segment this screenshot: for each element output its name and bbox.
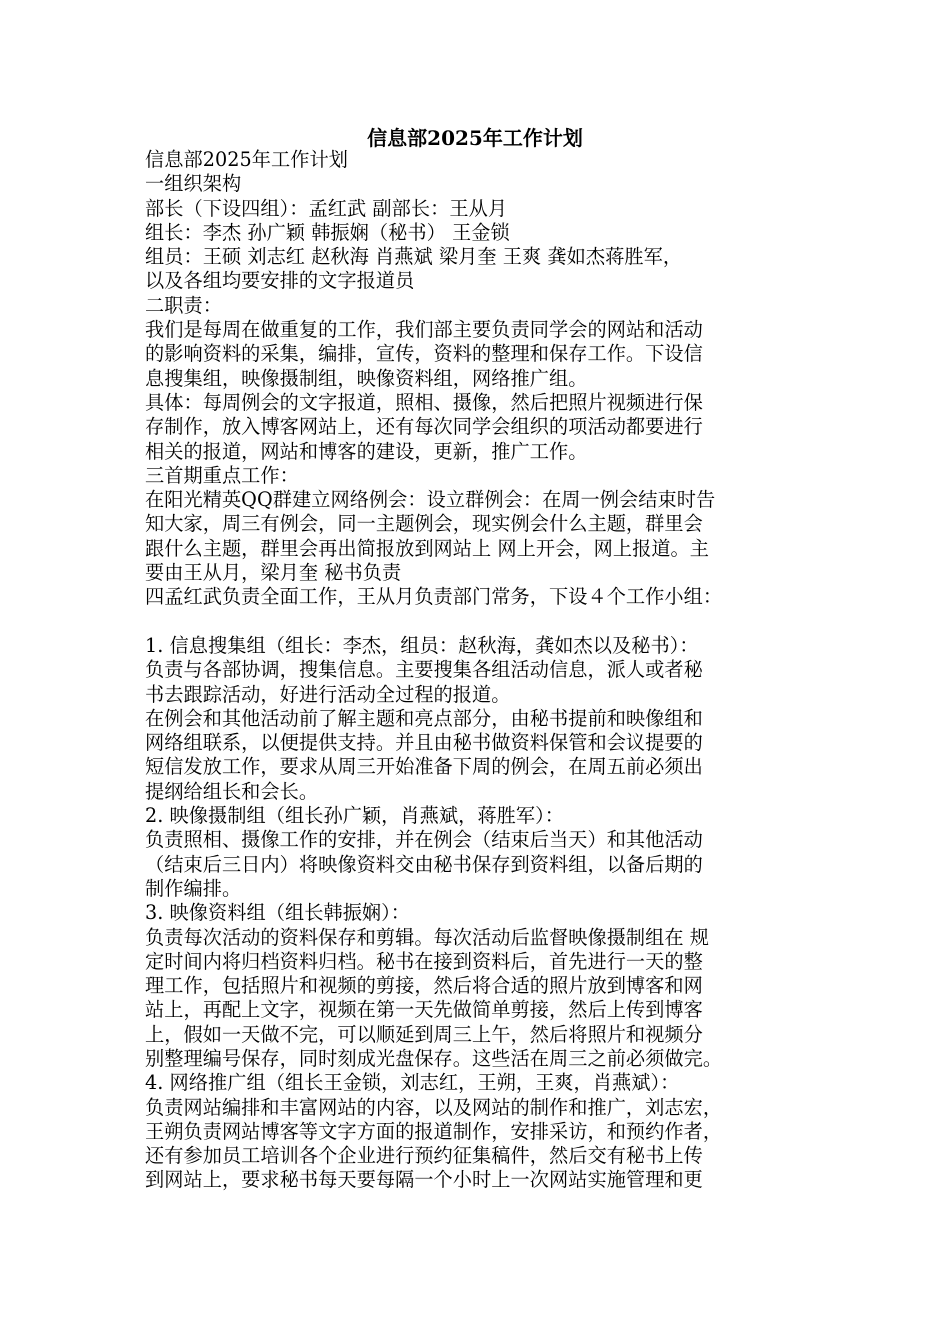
text-line: 三首期重点工作： — [145, 463, 299, 487]
text-line: 在阳光精英QQ群建立网络例会：设立群例会：在周一例会结束时告 — [145, 488, 716, 512]
document-title: 信息部2025年工作计划 — [367, 126, 583, 150]
text-line: 知大家，周三有例会，同一主题例会，现实例会什么主题，群里会 — [145, 512, 703, 536]
text-line: 2. 映像摄制组（组长孙广颖，肖燕斌，蒋胜军）： — [145, 804, 564, 828]
text-line: 还有参加员工培训各个企业进行预约征集稿件，然后交有秘书上传 — [145, 1144, 703, 1168]
text-line: 二职责： — [145, 293, 222, 317]
text-line: 息搜集组，映像摄制组，映像资料组，网络推广组。 — [145, 366, 588, 390]
text-line: 一组织架构 — [145, 172, 242, 196]
text-line: 制作编排。 — [145, 876, 242, 900]
text-line: 组员：王硕 刘志红 赵秋海 肖燕斌 梁月奎 王爽 龚如杰蒋胜军， — [145, 245, 683, 269]
text-line: 存制作，放入博客网站上，还有每次同学会组织的项活动都要进行 — [145, 415, 703, 439]
text-line: 负责每次活动的资料保存和剪辑。每次活动后监督映像摄制组在 规 — [145, 925, 710, 949]
text-line: 别整理编号保存，同时刻成光盘保存。这些活在周三之前必须做完。 — [145, 1046, 723, 1070]
text-line: 4. 网络推广组（组长王金锁，刘志红，王朔，王爽，肖燕斌）： — [145, 1071, 680, 1095]
text-line: 书去跟踪活动，好进行活动全过程的报道。 — [145, 682, 511, 706]
text-line: 信息部2025年工作计划 — [145, 148, 348, 171]
text-line: 到网站上，要求秘书每天要每隔一个小时上一次网站实施管理和更 — [145, 1168, 703, 1192]
text-line: 上，假如一天做不完，可以顺延到周三上午，然后将照片和视频分 — [145, 1022, 703, 1046]
text-line: 短信发放工作，要求从周三开始准备下周的例会，在周五前必须出 — [145, 755, 703, 779]
text-line: 组长：李杰 孙广颖 韩振娴（秘书） 王金锁 — [145, 220, 510, 244]
text-line: 我们是每周在做重复的工作，我们部主要负责同学会的网站和活动 — [145, 318, 703, 342]
text-line: 相关的报道，网站和博客的建设，更新，推广工作。 — [145, 439, 588, 463]
text-line: 3. 映像资料组（组长韩振娴）： — [145, 901, 411, 925]
text-line: 负责照相、摄像工作的安排，并在例会（结束后当天）和其他活动 — [145, 828, 703, 852]
text-line: 的影响资料的采集，编排，宣传，资料的整理和保存工作。下设信 — [145, 342, 703, 366]
text-line: （结束后三日内）将映像资料交由秘书保存到资料组，以备后期的 — [145, 852, 703, 876]
text-line: 四孟红武负责全面工作，王从月负责部门常务，下设４个工作小组： — [145, 585, 723, 609]
text-line: 负责网站编排和丰富网站的内容，以及网站的制作和推广，刘志宏， — [145, 1095, 723, 1119]
blank-line — [145, 610, 810, 634]
text-line: 站上，再配上文字，视频在第一天先做简单剪接，然后上传到博客 — [145, 998, 703, 1022]
text-line: 部长（下设四组）：孟红武 副部长：王从月 — [145, 196, 508, 220]
text-line: 定时间内将归档资料归档。秘书在接到资料后，首先进行一天的整 — [145, 949, 703, 973]
text-line: 1. 信息搜集组（组长：李杰，组员：赵秋海，龚如杰以及秘书）： — [145, 633, 699, 657]
text-line: 提纲给组长和会长。 — [145, 779, 319, 803]
text-line: 在例会和其他活动前了解主题和亮点部分，由秘书提前和映像组和 — [145, 706, 703, 730]
text-line: 跟什么主题，群里会再出简报放到网站上 网上开会，网上报道。主 — [145, 536, 710, 560]
text-line: 具体：每周例会的文字报道，照相、摄像，然后把照片视频进行保 — [145, 390, 703, 414]
text-line: 王朔负责网站博客等文字方面的报道制作，安排采访，和预约作者， — [145, 1119, 723, 1143]
text-line: 以及各组均要安排的文字报道员 — [145, 269, 415, 293]
text-line: 理工作，包括照片和视频的剪接，然后将合适的照片放到博客和网 — [145, 974, 703, 998]
text-line: 网络组联系，以便提供支持。并且由秘书做资料保管和会议提要的 — [145, 731, 703, 755]
text-line: 负责与各部协调，搜集信息。主要搜集各组活动信息，派人或者秘 — [145, 658, 703, 682]
text-line: 要由王从月，梁月奎 秘书负责 — [145, 561, 402, 585]
document-body — [145, 148, 810, 1193]
